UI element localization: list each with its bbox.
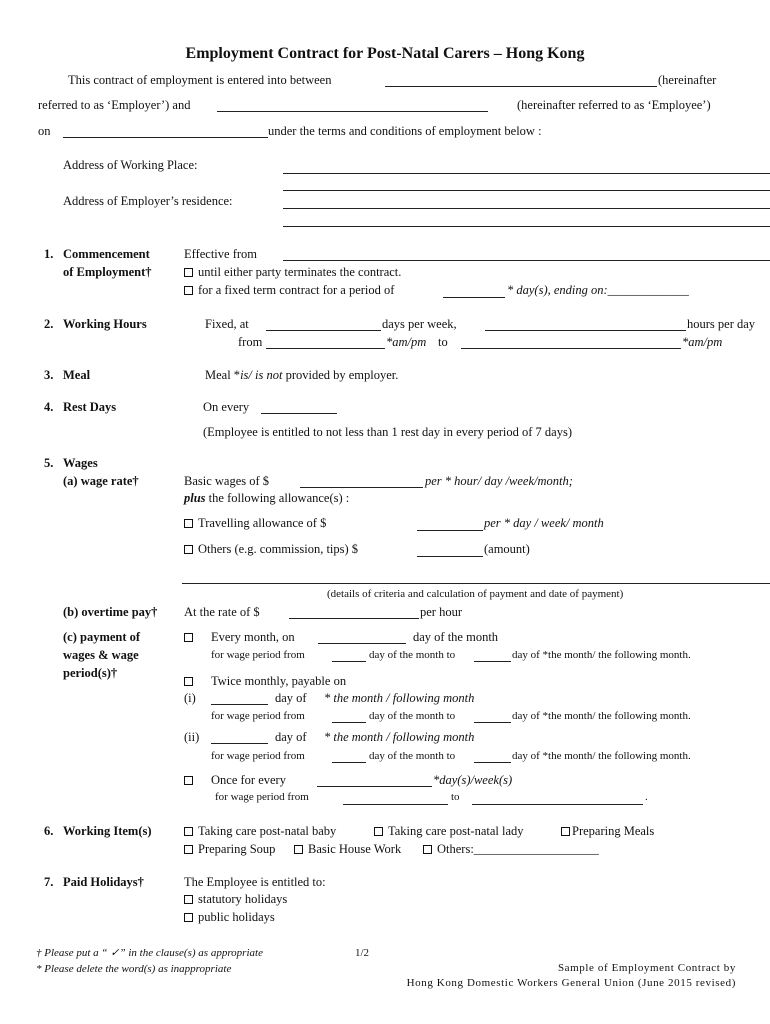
s5c-heading-2: wages & wage (63, 648, 139, 662)
s5-number: 5. (44, 456, 54, 470)
s1-option-1[interactable]: until either party terminates the contract. (184, 266, 401, 279)
wage-period-from-field-3[interactable] (332, 762, 366, 763)
intro-line2: referred to as ‘Employer’) and (38, 98, 191, 112)
twice-day-field-2[interactable] (211, 743, 268, 744)
s1-option-2[interactable]: for a fixed term contract for a period of (184, 284, 394, 297)
once-period-field[interactable] (317, 786, 432, 787)
once-period-dot: . (645, 791, 648, 803)
work-to-field[interactable] (461, 348, 681, 349)
checkbox[interactable] (184, 633, 193, 642)
s5-heading: Wages (63, 456, 98, 470)
item-basic-house-work[interactable]: Basic House Work (294, 843, 401, 856)
checkbox[interactable] (184, 845, 193, 854)
employer-name-field[interactable] (385, 86, 657, 87)
roman-i: (i) (184, 691, 196, 705)
travelling-allowance-field[interactable] (417, 530, 483, 531)
s4-heading: Rest Days (63, 400, 117, 414)
days-per-week-field[interactable] (266, 330, 381, 331)
sample-note-1: Sample of Employment Contract by (557, 962, 736, 974)
s6-heading: Working Item(s) (63, 824, 152, 838)
intro-hereinafter: (hereinafter (658, 73, 717, 87)
wage-period-end-3: day of *the month/ the following month. (512, 750, 691, 762)
rest-day-note: (Employee is entitled to not less than 1 rest day in every period of 7 days) (203, 425, 573, 439)
s7-number: 7. (44, 875, 54, 889)
per-hour-label: per hour (420, 605, 462, 619)
hours-per-day-field[interactable] (485, 330, 686, 331)
s5c-heading-3: period(s)† (63, 666, 118, 680)
overtime-rate-field[interactable] (289, 618, 419, 619)
checkbox[interactable] (184, 519, 193, 528)
item-post-natal-lady[interactable]: Taking care post-natal lady (374, 825, 524, 838)
fixed-term-days-field[interactable] (443, 297, 505, 298)
employer-residence-field-1[interactable] (283, 208, 770, 209)
s3-number: 3. (44, 368, 54, 382)
plus-allowances: plus the following allowance(s) : (184, 491, 350, 505)
days-per-week-label: days per week, (382, 317, 457, 331)
checkbox[interactable] (184, 895, 193, 904)
checkbox[interactable] (184, 677, 193, 686)
s3-heading: Meal (63, 368, 91, 382)
item-preparing-meals[interactable]: Preparing Meals (561, 825, 654, 838)
others-allowance-field[interactable] (417, 556, 483, 557)
checkbox[interactable] (294, 845, 303, 854)
roman-ii: (ii) (184, 730, 200, 744)
once-from-field[interactable] (343, 804, 448, 805)
working-place-field-2[interactable] (283, 190, 770, 191)
every-month-day-field[interactable] (318, 643, 406, 644)
wage-period-to-field-2[interactable] (474, 722, 511, 723)
once-for-every-option[interactable]: Once for every (184, 774, 286, 787)
s6-number: 6. (44, 824, 54, 838)
the-month-1: * the month / following month (324, 691, 475, 705)
s7-heading: Paid Holidays† (63, 875, 144, 889)
effective-from-field[interactable] (283, 260, 770, 261)
ampm-2: *am/pm (682, 335, 723, 349)
wage-period-from-label-1: for wage period from (211, 649, 305, 661)
amount-label: (amount) (484, 542, 530, 556)
day-of-month-label: day of the month (413, 630, 499, 644)
wage-period-from-label-3: for wage period from (211, 750, 305, 762)
s1-heading-2: of Employment† (63, 265, 152, 279)
day-of-label-1: day of (275, 691, 307, 705)
wage-period-from-field-2[interactable] (332, 722, 366, 723)
s5a-heading: (a) wage rate† (63, 474, 139, 488)
basic-wages-field[interactable] (300, 487, 423, 488)
contract-date-field[interactable] (63, 137, 268, 138)
once-wage-period-from: for wage period from (215, 791, 309, 803)
page-number: 1/2 (355, 947, 370, 959)
rest-day-field[interactable] (261, 413, 337, 414)
item-post-natal-baby[interactable]: Taking care post-natal baby (184, 825, 336, 838)
employee-name-field[interactable] (217, 111, 488, 112)
wage-period-from-label-2: for wage period from (211, 710, 305, 722)
wage-period-to-field-3[interactable] (474, 762, 511, 763)
travelling-allowance-option[interactable]: Travelling allowance of $ (184, 517, 326, 530)
working-place-field-1[interactable] (283, 173, 770, 174)
on-every-label: On every (203, 400, 250, 414)
s2-number: 2. (44, 317, 54, 331)
wage-period-mid-3: day of the month to (369, 750, 456, 762)
item-others[interactable]: Others:____________________ (423, 843, 599, 856)
intro-line3-end: under the terms and conditions of employment below : (268, 124, 542, 138)
effective-from-label: Effective from (184, 247, 257, 261)
checkbox[interactable] (374, 827, 383, 836)
checkbox[interactable] (184, 286, 193, 295)
sample-note-2: Hong Kong Domestic Workers General Union (June 2015 revised) (406, 977, 736, 989)
wage-period-mid-2: day of the month to (369, 710, 456, 722)
hours-per-day-label: hours per day (687, 317, 756, 331)
days-weeks-label: *day(s)/week(s) (433, 773, 513, 787)
to-label: to (438, 335, 448, 349)
footnote-tick: † Please put a “ ✓” in the clause(s) as appropriate (36, 947, 263, 959)
working-place-label: Address of Working Place: (63, 158, 198, 172)
checkbox[interactable] (184, 268, 193, 277)
basic-wages-per: per * hour/ day /week/month; (425, 474, 573, 488)
overtime-rate-label: At the rate of $ (184, 605, 260, 619)
s1-heading: Commencement (63, 247, 150, 261)
s1-number: 1. (44, 247, 54, 261)
wage-period-from-field-1[interactable] (332, 661, 366, 662)
checkbox[interactable] (184, 545, 193, 554)
intro-on: on (38, 124, 51, 138)
s4-number: 4. (44, 400, 54, 414)
intro-line1: This contract of employment is entered into between (68, 73, 332, 87)
from-label: from (238, 335, 263, 349)
once-to-label: to (451, 791, 460, 803)
twice-day-field-1[interactable] (211, 704, 268, 705)
once-to-field[interactable] (472, 804, 643, 805)
employer-residence-field-2[interactable] (283, 226, 770, 227)
footnote-asterisk: * Please delete the word(s) as inappropriate (36, 963, 232, 975)
item-preparing-soup[interactable]: Preparing Soup (184, 843, 275, 856)
intro-line2-end: (hereinafter referred to as ‘Employee’) (517, 98, 711, 112)
checkbox[interactable] (184, 776, 193, 785)
fixed-at-label: Fixed, at (205, 317, 249, 331)
holidays-intro: The Employee is entitled to: (184, 875, 326, 889)
travelling-per: per * day / week/ month (484, 516, 604, 530)
meal-statement: Meal *is/ is not provided by employer. (205, 368, 399, 382)
s2-heading: Working Hours (63, 317, 147, 331)
wage-period-end-1: day of *the month/ the following month. (512, 649, 691, 661)
checkbox[interactable] (561, 827, 570, 836)
checkbox[interactable] (423, 845, 432, 854)
work-from-field[interactable] (266, 348, 385, 349)
wage-period-to-field-1[interactable] (474, 661, 511, 662)
employer-residence-label: Address of Employer’s residence: (63, 194, 233, 208)
s5b-heading: (b) overtime pay† (63, 605, 158, 619)
the-month-2: * the month / following month (324, 730, 475, 744)
others-allowance-option[interactable]: Others (e.g. commission, tips) $ (184, 543, 358, 556)
checkbox[interactable] (184, 827, 193, 836)
details-caption: (details of criteria and calculation of payment and date of payment) (327, 588, 624, 600)
twice-monthly-option[interactable]: Twice monthly, payable on (184, 675, 346, 688)
ampm-1: *am/pm (386, 335, 427, 349)
page-title: Employment Contract for Post-Natal Carers – Hong Kong (185, 45, 585, 62)
details-field[interactable] (182, 583, 770, 584)
day-of-label-2: day of (275, 730, 307, 744)
checkbox[interactable] (184, 913, 193, 922)
wage-period-mid-1: day of the month to (369, 649, 456, 661)
s5c-heading-1: (c) payment of (63, 630, 141, 644)
public-holidays-option[interactable]: public holidays (184, 911, 275, 924)
every-month-option[interactable]: Every month, on (184, 631, 295, 644)
statutory-holidays-option[interactable]: statutory holidays (184, 893, 287, 906)
wage-period-end-2: day of *the month/ the following month. (512, 710, 691, 722)
s1-days-ending: * day(s), ending on:_____________ (507, 283, 689, 297)
basic-wages-label: Basic wages of $ (184, 474, 270, 488)
